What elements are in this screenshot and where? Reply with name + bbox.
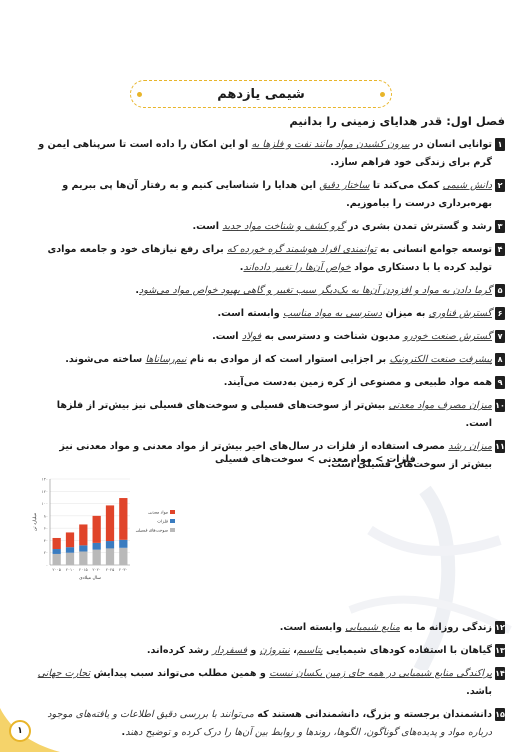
y-tick-label: ۱۰۰ — [41, 501, 48, 507]
item-text: بر اجزایی استوار است که از موادی به نام — [186, 354, 390, 365]
bar-segment — [66, 547, 74, 553]
item-text: و — [247, 645, 260, 656]
item-underlined: توانمندی افراد هوشمند گره خورده که — [227, 244, 377, 255]
item-number: ۶ — [495, 307, 505, 320]
item-number: ۲ — [495, 179, 505, 192]
item-underlined: بیرون کشیدن مواد مانند نفت و فلزها به — [251, 139, 410, 150]
bar-segment — [79, 545, 87, 551]
bar-segment — [106, 505, 114, 541]
x-tick-label: ۲۰۰۵ — [52, 567, 61, 572]
legend-label: مواد معدنی — [148, 509, 168, 515]
list-item — [28, 177, 505, 213]
bar-segment — [119, 548, 127, 565]
item-text: رشد و گسترش تمدن بشری در — [344, 221, 492, 232]
item-underlined: فولاد — [241, 331, 262, 342]
item-underlined: تجارت جهانی — [37, 668, 91, 679]
item-number: ۵ — [495, 284, 505, 297]
item-text: است. — [212, 331, 242, 342]
item-number: ۱۴ — [495, 667, 505, 680]
item-underlined: گرما دادن به مواد و افزودن آن‌ها به یک‌دیگر سبب تغییر و گاهی بهبود خواص مواد می‌شود — [139, 285, 492, 296]
list-item — [28, 305, 505, 323]
list-item — [28, 706, 505, 742]
bar-segment — [66, 532, 74, 547]
item-number: ۹ — [495, 376, 505, 389]
y-axis-label: میلیارد تن — [33, 512, 38, 532]
y-tick-label: ۰ — [45, 562, 48, 568]
item-text: . — [121, 727, 126, 738]
page-title-box — [130, 80, 392, 108]
item-text: باشد. — [466, 686, 492, 697]
bar-segment — [79, 551, 87, 565]
bar-segment — [93, 516, 101, 543]
bar-segment — [106, 548, 114, 565]
item-text: همه مواد طبیعی و مصنوعی از کره زمین به‌دست می‌آیند. — [223, 377, 492, 388]
bar-segment — [53, 554, 61, 565]
legend-swatch — [170, 528, 175, 532]
list-item — [28, 241, 505, 277]
item-text: وابسته است. — [217, 308, 284, 319]
y-tick-label: ۲۰ — [43, 550, 48, 556]
item-underlined: میزان مصرف مواد معدنی — [388, 400, 492, 411]
item-underlined: نیم‌رساناها — [145, 354, 187, 365]
item-number: ۱۲ — [495, 621, 505, 634]
item-number: ۸ — [495, 353, 505, 366]
content — [28, 114, 505, 747]
item-number: ۴ — [495, 243, 505, 256]
y-tick-label: ۱۴۰ — [41, 476, 48, 482]
item-text: کمک می‌کند تا — [369, 180, 443, 191]
bar-segment — [79, 524, 87, 545]
item-text: . — [135, 285, 140, 296]
bar-segment — [119, 498, 127, 540]
item-text: است. — [192, 221, 223, 232]
y-tick-label: ۱۲۰ — [41, 488, 48, 494]
list-item — [28, 136, 505, 172]
bar-segment — [93, 543, 101, 550]
y-tick-label: ۸۰ — [43, 513, 48, 519]
item-number: ۳ — [495, 220, 505, 233]
list-item — [28, 328, 505, 346]
item-underlined: میزان رشد — [448, 441, 492, 452]
item-text: برای رفع نیازهای خود و جامعه موادی تولید کرده یا با دستکاری مواد — [47, 244, 492, 273]
item-underlined: گرو کشف و شناخت مواد جدید — [222, 221, 345, 232]
chart-svg — [30, 473, 180, 588]
item-text: ، — [289, 645, 297, 656]
item-text: به میزان — [381, 308, 429, 319]
item-text: این هدایا را شناسایی کنیم و به رفتار آن‌ها پی ببریم و بهره‌برداری درست را بیاموزیم. — [62, 180, 492, 209]
item-number: ۱ — [495, 138, 505, 151]
list-item — [28, 351, 505, 369]
list-item — [28, 218, 505, 236]
item-underlined: خواص آن‌ها را تغییر داده‌اند — [243, 262, 351, 273]
bar-segment — [53, 549, 61, 554]
x-tick-label: ۲۰۲۰ — [92, 567, 101, 572]
item-text: گیاهان با استفاده کودهای شیمیایی — [322, 645, 492, 656]
item-text: مدیون شناخت و دسترسی به — [261, 331, 404, 342]
item-underlined: پتاسیم — [296, 645, 323, 656]
item-number: ۷ — [495, 330, 505, 343]
item-text: وابسته است. — [279, 622, 346, 633]
item-text: توسعه جوامع انسانی به — [376, 244, 492, 255]
item-underlined: پراکندگی منابع شیمیایی در همه جای زمین یکسان نیست — [269, 668, 492, 679]
legend-swatch — [170, 519, 175, 523]
legend-label: فلزات — [157, 518, 168, 524]
item-number: ۱۵ — [495, 708, 505, 721]
item-text: و همین مطلب می‌تواند سبب پیدایش — [90, 668, 270, 679]
page-number: ۱ — [9, 720, 31, 742]
item-text: دانشمندان برجسته و بزرگ، دانشمندانی هستند که — [253, 709, 492, 720]
y-tick-label: ۶۰ — [43, 525, 48, 531]
series-order-caption: فلزات > مواد معدنی > سوخت‌های فسیلی — [215, 454, 416, 465]
item-underlined: نیتروژن — [259, 645, 290, 656]
item-underlined: می‌توانند با بررسی دقیق اطلاعات و یافته‌های موجود درباره مواد و پدیده‌های گوناگون، الگوها، روندها و روابط بین آن‌ها را درک کرده و توضیح دهند — [47, 709, 492, 738]
x-axis-label: سال میلادی — [79, 576, 101, 581]
list-item — [28, 665, 505, 701]
legend-swatch — [170, 510, 175, 514]
item-text: زندگی روزانه ما به — [400, 622, 492, 633]
item-underlined: گسترش صنعت خودرو — [403, 331, 492, 342]
item-number: ۱۳ — [495, 644, 505, 657]
y-tick-label: ۴۰ — [43, 537, 48, 543]
legend-label: سوخت‌های فسیلی — [135, 527, 168, 533]
item-text: مصرف استفاده از فلزات در سال‌های اخیر بیش‌تر از مواد معدنی و مواد معدنی نیز بیش‌تر از سوخت‌های فسیلی است. — [59, 441, 492, 470]
bar-segment — [106, 541, 114, 548]
item-underlined: پیشرفت صنعت الکترونیک — [389, 354, 492, 365]
consumption-chart — [30, 473, 180, 588]
section-heading: فصل اول: قدر هدایای زمینی را بدانیم — [289, 114, 505, 128]
item-text: او این امکان را داده است تا سرپناهی ایمن و گرم برای زندگی خود فراهم سازد. — [38, 139, 492, 168]
item-text: توانایی انسان در — [409, 139, 492, 150]
item-underlined: دانش شیمی — [442, 180, 492, 191]
item-text: بیش‌تر از سوخت‌های فسیلی و سوخت‌های فسیلی نیز بیش‌تر از فلزها است. — [56, 400, 492, 429]
item-text: ساخته می‌شوند. — [65, 354, 146, 365]
list-item — [28, 619, 505, 637]
item-underlined: منابع شیمیایی — [345, 622, 400, 633]
item-underlined: دسترسی به مواد مناسب — [283, 308, 382, 319]
item-underlined: ساختار دقیق — [319, 180, 370, 191]
list-item — [28, 282, 505, 300]
list-item — [28, 397, 505, 433]
title-dot-left — [137, 92, 142, 97]
list-item — [28, 642, 505, 660]
page-title: شیمی یازدهم — [217, 86, 305, 102]
x-tick-label: ۲۰۱۵ — [79, 567, 88, 572]
bar-segment — [119, 540, 127, 548]
bar-segment — [66, 553, 74, 565]
item-number: ۱۱ — [495, 440, 505, 453]
item-text: . — [239, 262, 244, 273]
item-underlined: گسترش فناوری — [428, 308, 492, 319]
x-tick-label: ۲۰۲۵ — [105, 567, 115, 572]
list-item — [28, 374, 505, 392]
x-tick-label: ۲۰۳۰ — [119, 567, 128, 572]
x-tick-label: ۲۰۱۰ — [65, 567, 75, 572]
item-underlined: فسفردار — [212, 645, 248, 656]
title-dot-right — [380, 92, 385, 97]
item-number: ۱۰ — [495, 399, 505, 412]
item-text: رشد کرده‌اند. — [146, 645, 213, 656]
bar-segment — [93, 550, 101, 565]
bar-segment — [53, 538, 61, 549]
